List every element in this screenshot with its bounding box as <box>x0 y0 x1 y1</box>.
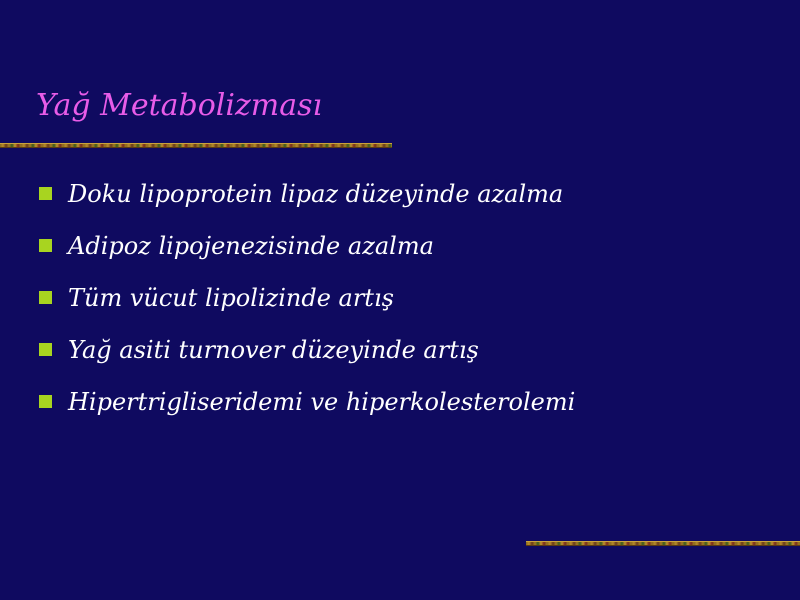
decorative-divider-top <box>0 143 392 148</box>
bullet-text: Tüm vücut lipolizinde artış <box>68 284 394 312</box>
square-bullet-icon <box>39 291 52 304</box>
square-bullet-icon <box>39 395 52 408</box>
slide-title: Yağ Metabolizması <box>36 88 323 123</box>
square-bullet-icon <box>39 187 52 200</box>
square-bullet-icon <box>39 239 52 252</box>
decorative-divider-bottom <box>526 541 800 546</box>
square-bullet-icon <box>39 343 52 356</box>
bullet-text: Hipertrigliseridemi ve hiperkolesterolemi <box>68 388 576 416</box>
bullet-text: Doku lipoprotein lipaz düzeyinde azalma <box>68 180 564 208</box>
bullet-text: Adipoz lipojenezisinde azalma <box>68 232 434 260</box>
bullet-text: Yağ asiti turnover düzeyinde artış <box>68 336 479 364</box>
